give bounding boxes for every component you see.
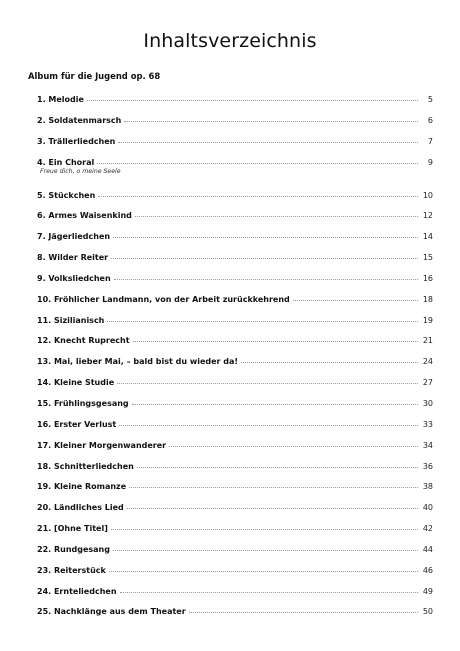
dot-leader xyxy=(120,592,418,593)
toc-entry-title[interactable]: 25. Nachklänge aus dem Theater xyxy=(37,607,186,617)
toc-entry-title[interactable]: 13. Mai, lieber Mai, – bald bist du wieder da! xyxy=(37,357,239,367)
dot-leader xyxy=(124,121,418,122)
toc-entry-page-number: 46 xyxy=(422,565,433,575)
toc-entry-title[interactable]: 3. Trällerliedchen xyxy=(37,136,116,146)
toc-entry[interactable] xyxy=(37,225,433,246)
toc-entry-row xyxy=(37,316,433,325)
toc-entry[interactable] xyxy=(37,246,433,267)
dot-leader xyxy=(119,425,418,426)
toc-entry[interactable] xyxy=(37,538,433,559)
toc-entry-page-number: 16 xyxy=(422,273,433,283)
toc-entry-row xyxy=(37,378,433,387)
toc-entry-page-number: 33 xyxy=(422,419,433,429)
toc-entry-title[interactable]: 20. Ländliches Lied xyxy=(37,503,124,513)
toc-entry-title[interactable]: 11. Sizilianisch xyxy=(37,315,105,325)
toc-entry-title[interactable]: 16. Erster Verlust xyxy=(37,419,117,429)
dot-leader xyxy=(113,237,418,238)
toc-entry-title[interactable]: 1. Melodie xyxy=(37,95,84,104)
toc-entry-page-number: 19 xyxy=(422,315,433,325)
toc-entry-page-number: 18 xyxy=(422,294,433,304)
toc-entry[interactable] xyxy=(37,151,433,184)
toc-entry-page-number: 27 xyxy=(422,378,433,388)
toc-entry-row xyxy=(37,587,433,596)
toc-entry[interactable] xyxy=(37,559,433,580)
toc-entry-title[interactable]: 9. Volksliedchen xyxy=(37,273,111,283)
dot-leader xyxy=(98,196,418,197)
toc-entry[interactable] xyxy=(37,204,433,225)
toc-entry-row xyxy=(37,524,433,533)
dot-leader xyxy=(241,362,418,363)
toc-entry-title[interactable]: 8. Wilder Reiter xyxy=(37,253,109,263)
toc-entry-title[interactable]: 18. Schnitterliedchen xyxy=(37,461,134,471)
toc-entry-row xyxy=(37,253,433,262)
toc-entry-page-number: 6 xyxy=(427,115,433,125)
toc-entry[interactable] xyxy=(37,413,433,434)
toc-entry[interactable] xyxy=(37,267,433,288)
toc-entry-row xyxy=(37,191,433,200)
toc-entry[interactable] xyxy=(37,475,433,496)
toc-entry-page-number: 30 xyxy=(422,398,433,408)
toc-entry[interactable] xyxy=(37,580,433,601)
toc-entry-row xyxy=(37,232,433,241)
toc-entry[interactable] xyxy=(37,600,433,621)
toc-entry-page-number: 42 xyxy=(422,524,433,534)
dot-leader xyxy=(189,612,418,613)
toc-entry-title[interactable]: 19. Kleine Romanze xyxy=(37,482,127,492)
toc-entry[interactable] xyxy=(37,496,433,517)
toc-entry-row xyxy=(37,441,433,450)
toc-entry-page-number: 38 xyxy=(422,482,433,492)
toc-entry-title[interactable]: 14. Kleine Studie xyxy=(37,378,115,388)
toc-entry-row xyxy=(37,158,433,167)
toc-entry-row xyxy=(37,462,433,471)
toc-entry[interactable] xyxy=(37,109,433,130)
toc-entry-page-number: 34 xyxy=(422,440,433,450)
dot-leader xyxy=(129,487,418,488)
toc-entry-row xyxy=(37,399,433,408)
toc-entry-page-number: 7 xyxy=(427,136,433,146)
toc-entry[interactable] xyxy=(37,434,433,455)
toc-entry-row xyxy=(37,482,433,491)
toc-entry-page-number: 14 xyxy=(422,232,433,242)
toc-entry-row xyxy=(37,295,433,304)
toc-entry-row xyxy=(37,357,433,366)
dot-leader xyxy=(111,258,418,259)
toc-entry-title[interactable]: 10. Fröhlicher Landmann, von der Arbeit zurückkehrend xyxy=(37,294,290,304)
toc-entry-row xyxy=(37,116,433,125)
toc-entry-row xyxy=(37,211,433,220)
dot-leader xyxy=(97,163,418,164)
dot-leader xyxy=(118,142,418,143)
dot-leader xyxy=(113,550,418,551)
toc-entry-row xyxy=(37,336,433,345)
toc-entry[interactable] xyxy=(37,392,433,413)
toc-entry[interactable] xyxy=(37,371,433,392)
toc-entry[interactable] xyxy=(37,88,433,109)
toc-entry-row xyxy=(37,545,433,554)
toc-entry-page-number: 40 xyxy=(422,503,433,513)
toc-entry-title[interactable]: 6. Armes Waisenkind xyxy=(37,211,132,221)
toc-entry-page-number: 12 xyxy=(422,211,433,221)
toc-entry[interactable] xyxy=(37,309,433,330)
dot-leader xyxy=(111,529,418,530)
toc-entry[interactable] xyxy=(37,130,433,151)
dot-leader xyxy=(87,100,418,101)
toc-entry-title[interactable]: 5. Stückchen xyxy=(37,190,96,200)
table-of-contents xyxy=(37,88,433,621)
dot-leader xyxy=(109,571,418,572)
toc-entry-row xyxy=(37,566,433,575)
toc-entry-page-number: 49 xyxy=(422,586,433,596)
toc-entry[interactable] xyxy=(37,455,433,476)
toc-entry-page-number: 44 xyxy=(422,544,433,554)
toc-entry-row xyxy=(37,137,433,146)
section-heading: Album für die Jugend op. 68 xyxy=(28,71,161,81)
toc-entry-title[interactable]: 24. Ernteliedchen xyxy=(37,586,117,596)
page-title: Inhaltsverzeichnis xyxy=(143,30,317,52)
dot-leader xyxy=(114,279,418,280)
dot-leader xyxy=(127,508,418,509)
toc-entry-page-number: 21 xyxy=(422,336,433,346)
toc-entry-title[interactable]: 2. Soldatenmarsch xyxy=(37,115,122,125)
toc-entry[interactable] xyxy=(37,517,433,538)
toc-entry-page-number: 50 xyxy=(422,607,433,617)
dot-leader xyxy=(133,341,418,342)
toc-entry-row xyxy=(37,274,433,283)
dot-leader xyxy=(293,300,418,301)
toc-entry-subtitle: Freue dich, o meine Seele xyxy=(40,167,121,175)
toc-entry[interactable] xyxy=(37,184,433,205)
toc-entry-title[interactable]: 22. Rundgesang xyxy=(37,544,110,554)
dot-leader xyxy=(107,321,418,322)
toc-entry[interactable] xyxy=(37,350,433,371)
toc-entry-page-number: 15 xyxy=(422,253,433,263)
toc-entry-title[interactable]: 12. Knecht Ruprecht xyxy=(37,336,130,346)
toc-entry-title[interactable]: 4. Ein Choral xyxy=(37,157,95,167)
toc-entry-title[interactable]: 15. Frühlingsgesang xyxy=(37,398,129,408)
dot-leader xyxy=(132,404,418,405)
dot-leader xyxy=(135,216,418,217)
toc-entry-page-number: 24 xyxy=(422,357,433,367)
dot-leader xyxy=(117,383,418,384)
toc-entry-row xyxy=(37,503,433,512)
toc-entry-title[interactable]: 23. Reiterstück xyxy=(37,565,106,575)
dot-leader xyxy=(137,467,418,468)
toc-entry-title[interactable]: 7. Jägerliedchen xyxy=(37,232,111,242)
toc-entry-page-number: 10 xyxy=(422,190,433,200)
dot-leader xyxy=(169,446,418,447)
toc-entry-row xyxy=(37,607,433,616)
toc-entry-row xyxy=(37,95,433,104)
toc-entry-title[interactable]: 21. [Ohne Titel] xyxy=(37,524,108,534)
toc-entry[interactable] xyxy=(37,329,433,350)
toc-entry-page-number: 9 xyxy=(427,157,433,167)
toc-entry-row xyxy=(37,420,433,429)
toc-entry[interactable] xyxy=(37,288,433,309)
toc-entry-page-number: 36 xyxy=(422,461,433,471)
toc-entry-page-number: 5 xyxy=(427,95,433,104)
toc-entry-title[interactable]: 17. Kleiner Morgenwanderer xyxy=(37,440,167,450)
